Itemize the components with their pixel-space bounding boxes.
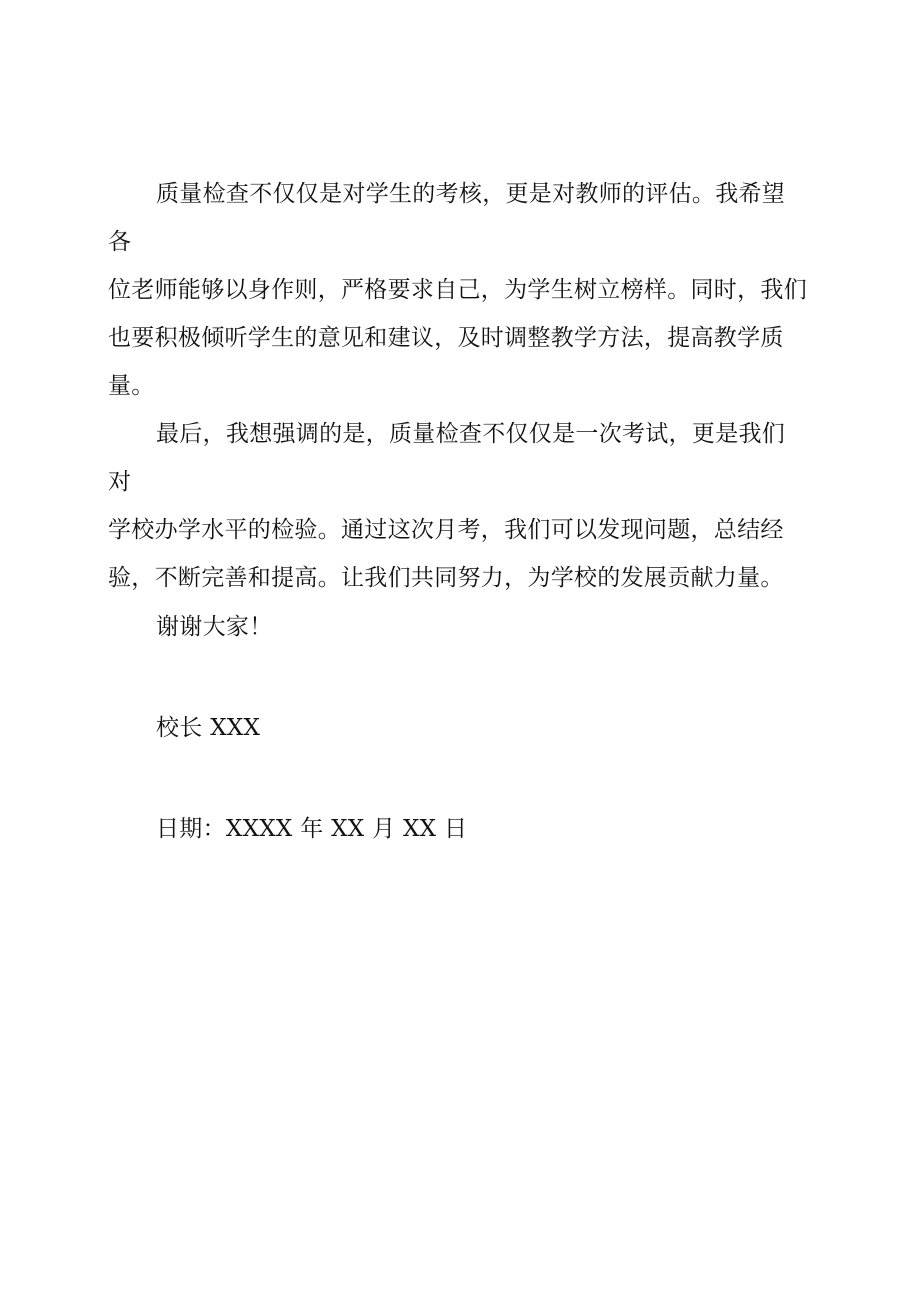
paragraph-line: 质量检查不仅仅是对学生的考核，更是对教师的评估。我希望各 — [108, 181, 786, 255]
document-date: 日期：XXXX 年 XX 月 XX 日 — [156, 816, 468, 842]
paragraph-line: 位老师能够以身作则，严格要求自己，为学生树立榜样。同时，我们 — [108, 277, 807, 303]
body-paragraph-conclusion — [108, 410, 808, 602]
paragraph-line: 学校办学水平的检验。通过这次月考，我们可以发现问题，总结经 — [108, 517, 784, 543]
paragraph-line: 也要积极倾听学生的意见和建议，及时调整教学方法，提高教学质 — [108, 325, 784, 351]
paragraph-line: 验，不断完善和提高。让我们共同努力，为学校的发展贡献力量。 — [108, 565, 784, 591]
signature-principal: 校长 XXX — [156, 715, 261, 741]
paragraph-line: 量。 — [108, 373, 155, 399]
closing-thanks: 谢谢大家！ — [156, 614, 273, 640]
paragraph-line: 最后，我想强调的是，质量检查不仅仅是一次考试，更是我们对 — [108, 421, 786, 495]
body-paragraph-quality-check — [108, 170, 808, 410]
